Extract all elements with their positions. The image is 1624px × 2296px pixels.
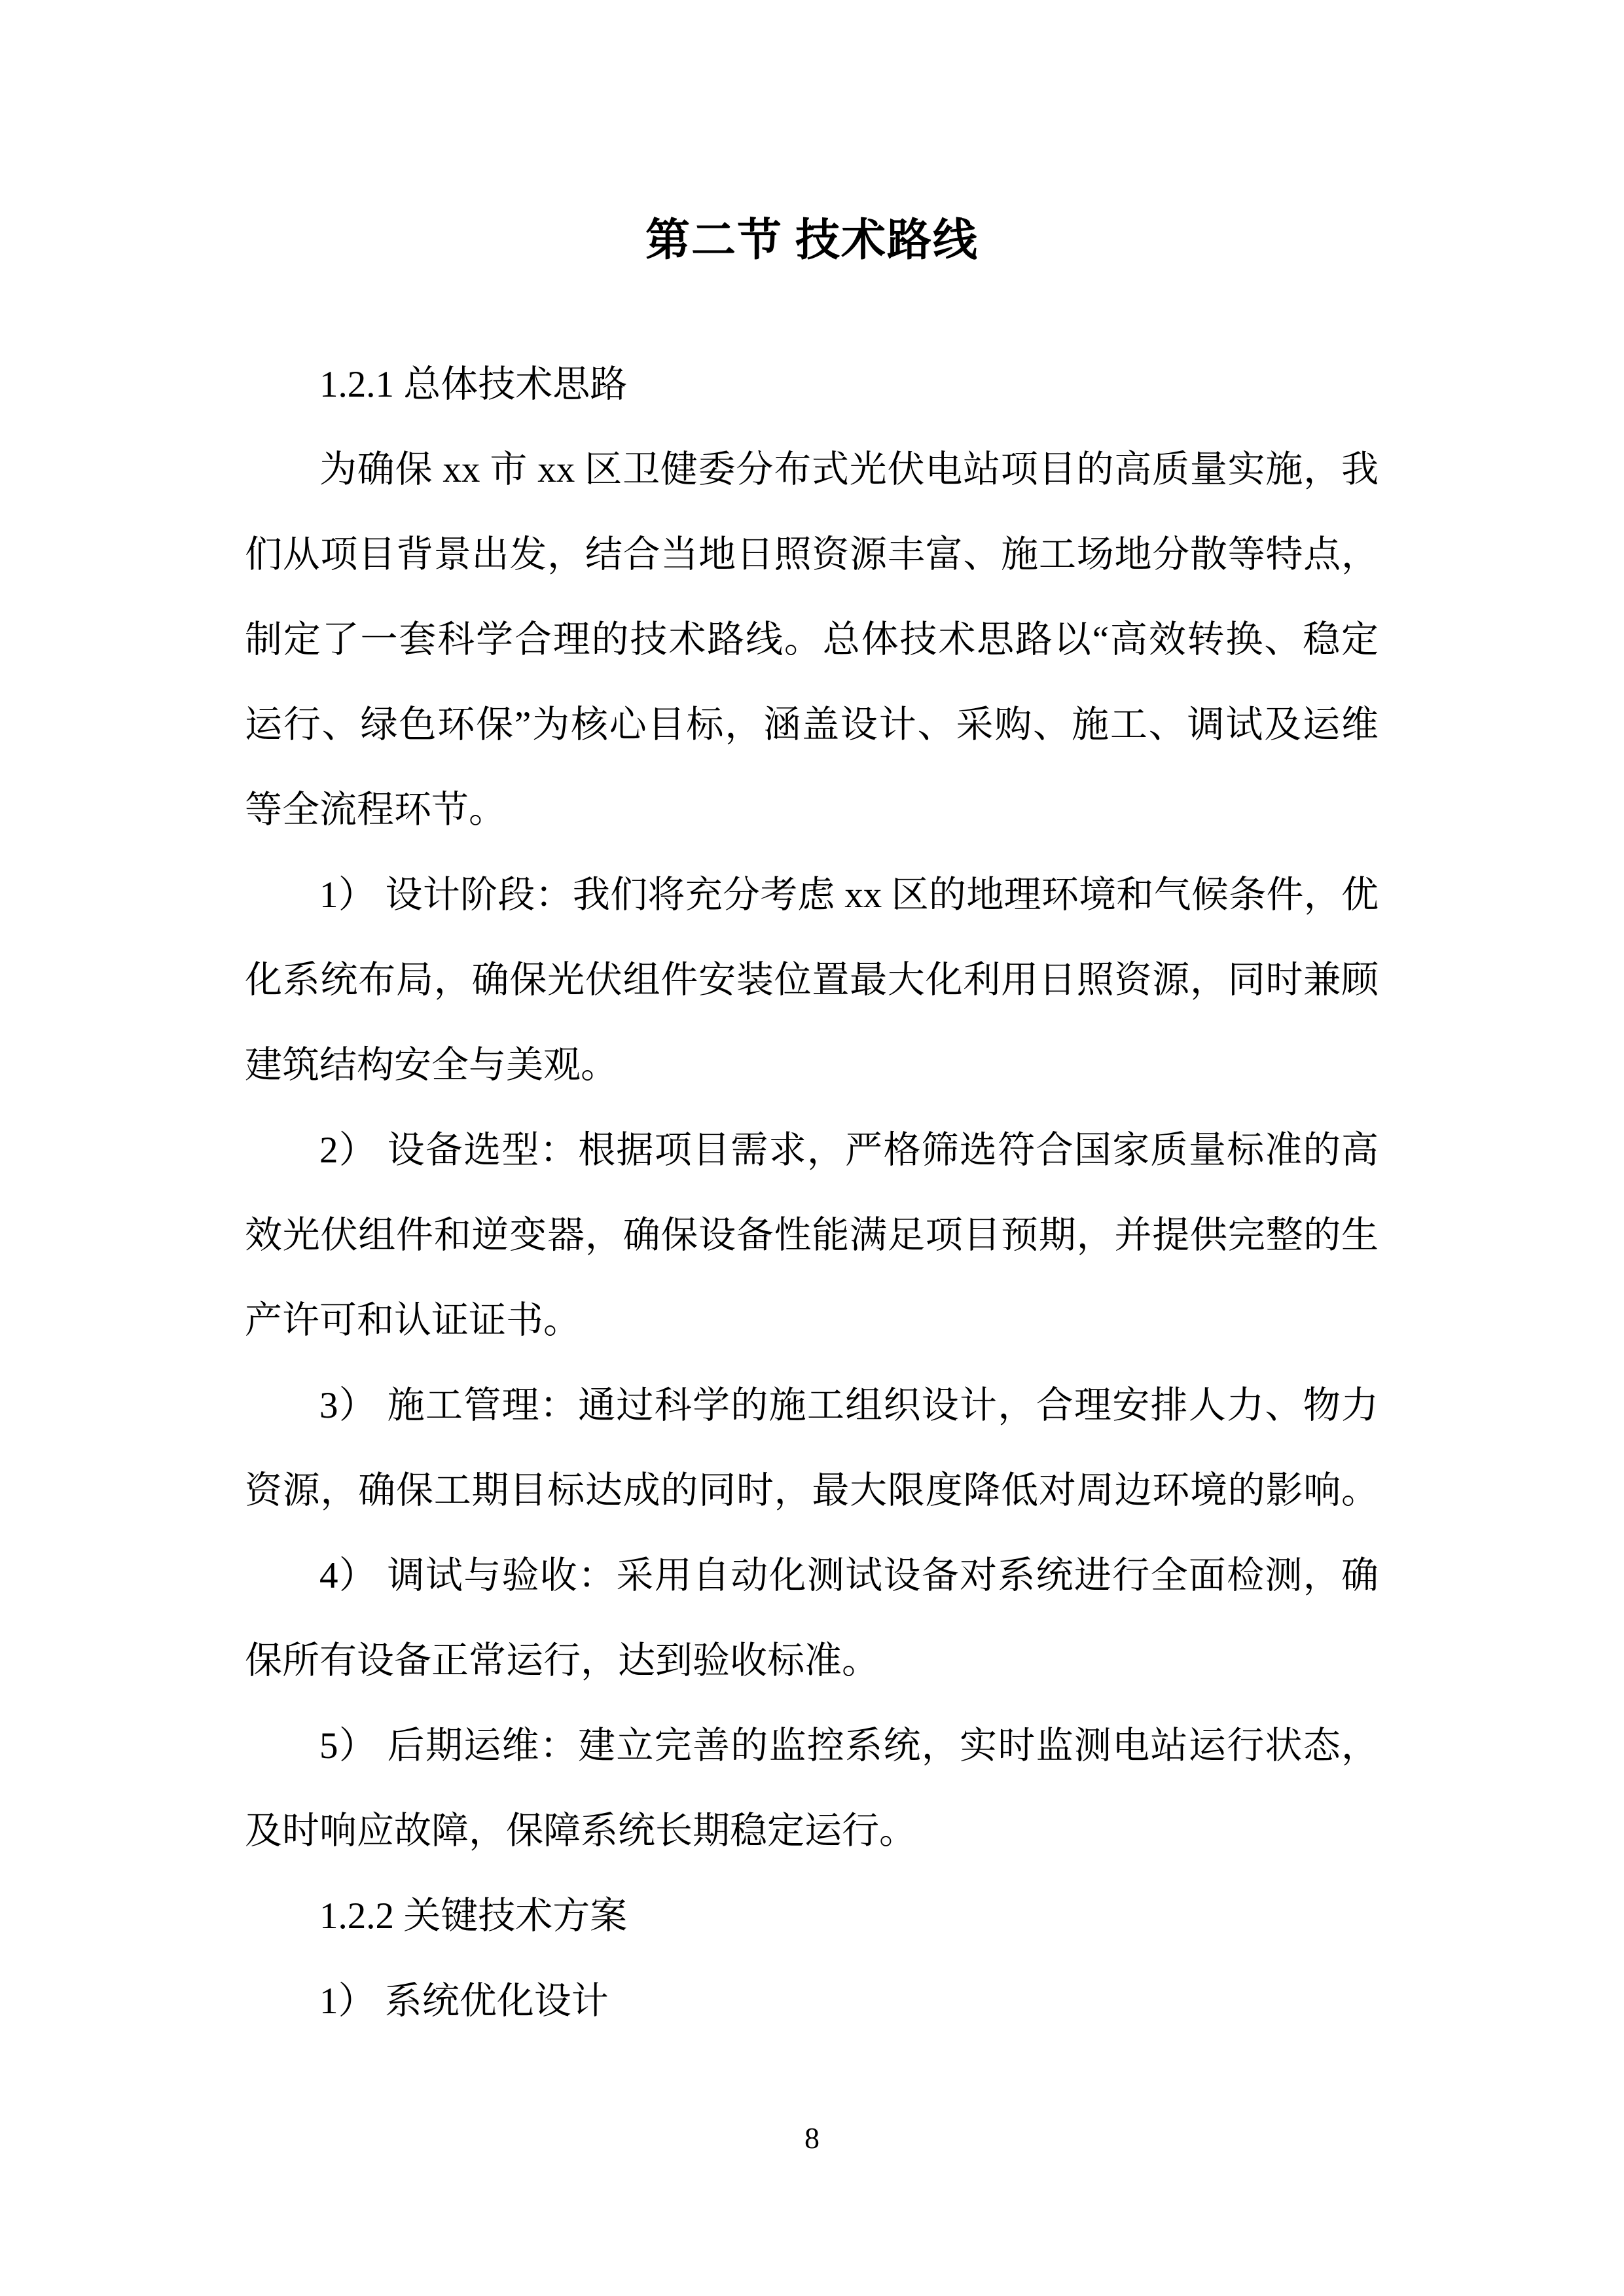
text-line: 产许可和认证证书。 [245, 1300, 581, 1341]
text-line: 4） 调试与验收：采用自动化测试设备对系统进行全面检测，确 [319, 1555, 1379, 1596]
text-line: 建筑结构安全与美观。 [245, 1045, 618, 1086]
text-line: 制定了一套科学合理的技术路线。总体技术思路以“高效转换、稳定 [245, 619, 1379, 660]
text-line: 5） 后期运维：建立完善的监控系统，实时监测电站运行状态， [319, 1725, 1379, 1767]
page-number: 8 [804, 2121, 820, 2155]
text-line: 保所有设备正常运行，达到验收标准。 [245, 1640, 879, 1681]
text-line: 1） 设计阶段：我们将充分考虑 xx 区的地理环境和气候条件，优 [319, 874, 1379, 916]
text-line: 及时响应故障，保障系统长期稳定运行。 [245, 1810, 916, 1852]
text-line: 1.2.2 关键技术方案 [319, 1895, 628, 1937]
text-line: 等全流程环节。 [245, 789, 506, 831]
section-title: 第二节 技术路线 [645, 215, 979, 265]
text-line: 为确保 xx 市 xx 区卫健委分布式光伏电站项目的高质量实施，我 [319, 449, 1379, 490]
text-line: 3） 施工管理：通过科学的施工组织设计，合理安排人力、物力 [319, 1385, 1379, 1426]
text-line: 资源，确保工期目标达成的同时，最大限度降低对周边环境的影响。 [245, 1470, 1379, 1511]
text-line: 效光伏组件和逆变器，确保设备性能满足项目预期，并提供完整的生 [245, 1215, 1379, 1256]
text-line: 运行、绿色环保”为核心目标，涵盖设计、采购、施工、调试及运维 [245, 704, 1379, 745]
text-line: 们从项目背景出发，结合当地日照资源丰富、施工场地分散等特点， [245, 534, 1379, 575]
document-body [245, 342, 1379, 2044]
text-line: 1.2.1 总体技术思路 [319, 364, 628, 405]
text-line: 2） 设备选型：根据项目需求，严格筛选符合国家质量标准的高 [319, 1130, 1379, 1171]
text-line: 1） 系统优化设计 [319, 1981, 609, 2022]
text-line: 化系统布局，确保光伏组件安装位置最大化利用日照资源，同时兼顾 [245, 960, 1379, 1001]
